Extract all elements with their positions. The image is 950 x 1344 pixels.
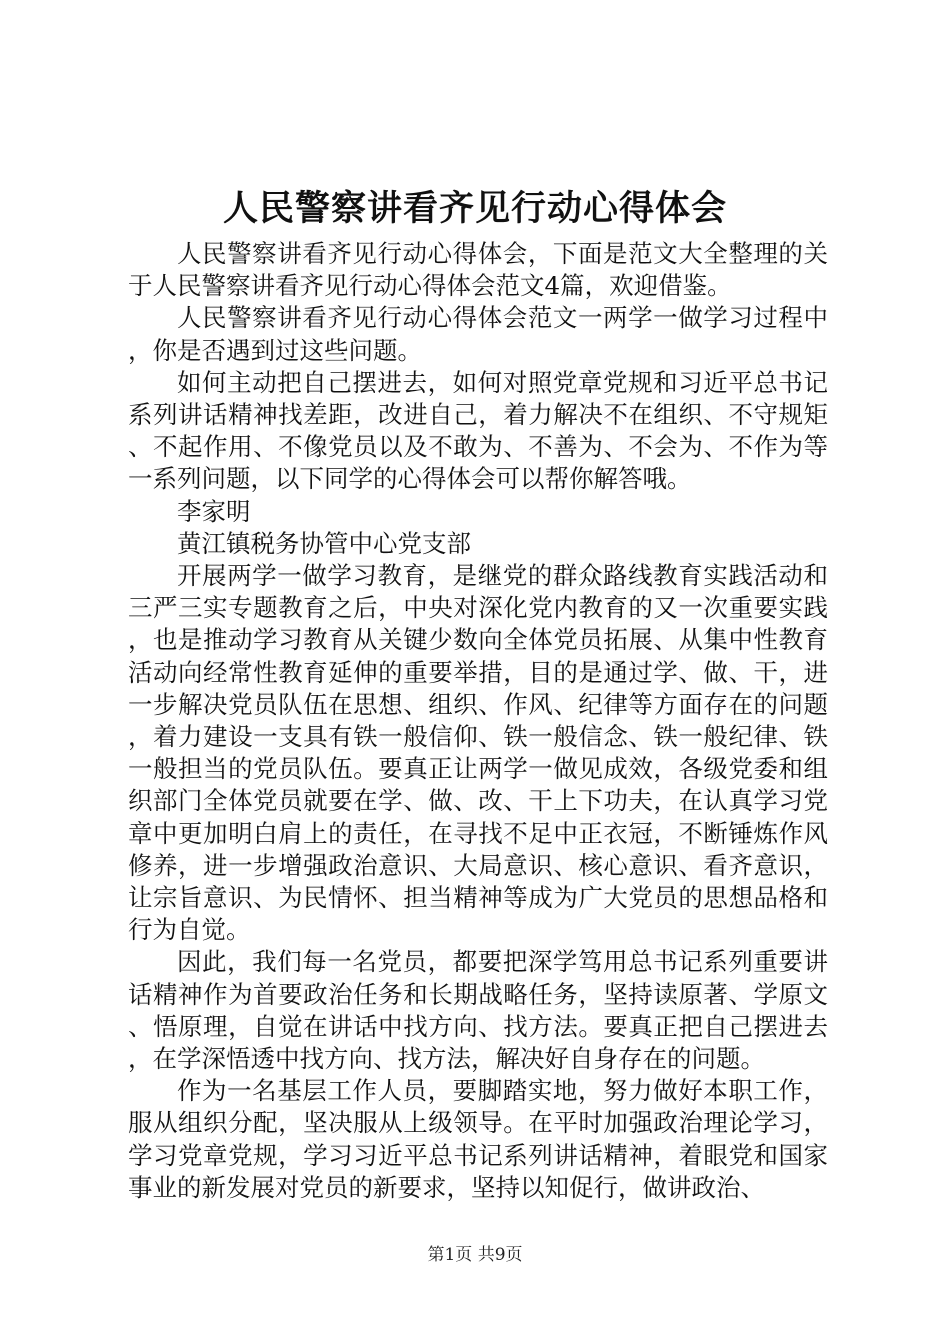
- question-paragraph: 如何主动把自己摆进去，如何对照党章党规和习近平总书记系列讲话精神找差距，改进自己，着力解决不在组织、不守规矩、不起作用、不像党员以及不敢为、不善为、不会为、不作为等一系列问题，以下同学的心得体会可以帮你解答哦。: [128, 367, 828, 494]
- body-paragraph: 开展两学一做学习教育，是继党的群众路线教育实践活动和三严三实专题教育之后，中央对深化党内教育的又一次重要实践，也是推动学习教育从关键少数向全体党员拓展、从集中性教育活动向经常性教育延伸的重要举措，目的是通过学、做、干，进一步解决党员队伍在思想、组织、作风、纪律等方面存在的问题，着力建设一支具有铁一般信仰、铁一般信念、铁一般纪律、铁一般担当的党员队伍。要真正让两学一做见成效，各级党委和组织部门全体党员就要在学、做、改、干上下功夫，在认真学习党章中更加明白肩上的责任，在寻找不足中正衣冠，不断锤炼作风修养，进一步增强政治意识、大局意识、核心意识、看齐意识，让宗旨意识、为民情怀、担当精神等成为广大党员的思想品格和行为自觉。: [128, 561, 828, 945]
- author-name: 李家明: [177, 496, 251, 526]
- document-body: [128, 238, 828, 1204]
- intro-paragraph: 人民警察讲看齐见行动心得体会，下面是范文大全整理的关于人民警察讲看齐见行动心得体会范文4篇，欢迎借鉴。: [128, 239, 828, 301]
- essay-one-intro-paragraph: 人民警察讲看齐见行动心得体会范文一两学一做学习过程中，你是否遇到过这些问题。: [128, 303, 828, 365]
- page-title: 人民警察讲看齐见行动心得体会: [222, 188, 727, 229]
- page-number-footer: 第1页 共9页: [427, 1245, 523, 1265]
- body-paragraph: 因此，我们每一名党员，都要把深学笃用总书记系列重要讲话精神作为首要政治任务和长期战略任务，坚持读原著、学原文、悟原理，自觉在讲话中找方向、找方法。要真正把自己摆进去，在学深悟透中找方向、找方法，解决好自身存在的问题。: [128, 947, 828, 1074]
- author-organization: 黄江镇税务协管中心党支部: [177, 528, 471, 558]
- body-paragraph: 作为一名基层工作人员，要脚踏实地，努力做好本职工作，服从组织分配，坚决服从上级领导。在平时加强政治理论学习，学习党章党规，学习习近平总书记系列讲话精神，着眼党和国家事业的新发展对党员的新要求，坚持以知促行，做讲政治、: [128, 1076, 828, 1202]
